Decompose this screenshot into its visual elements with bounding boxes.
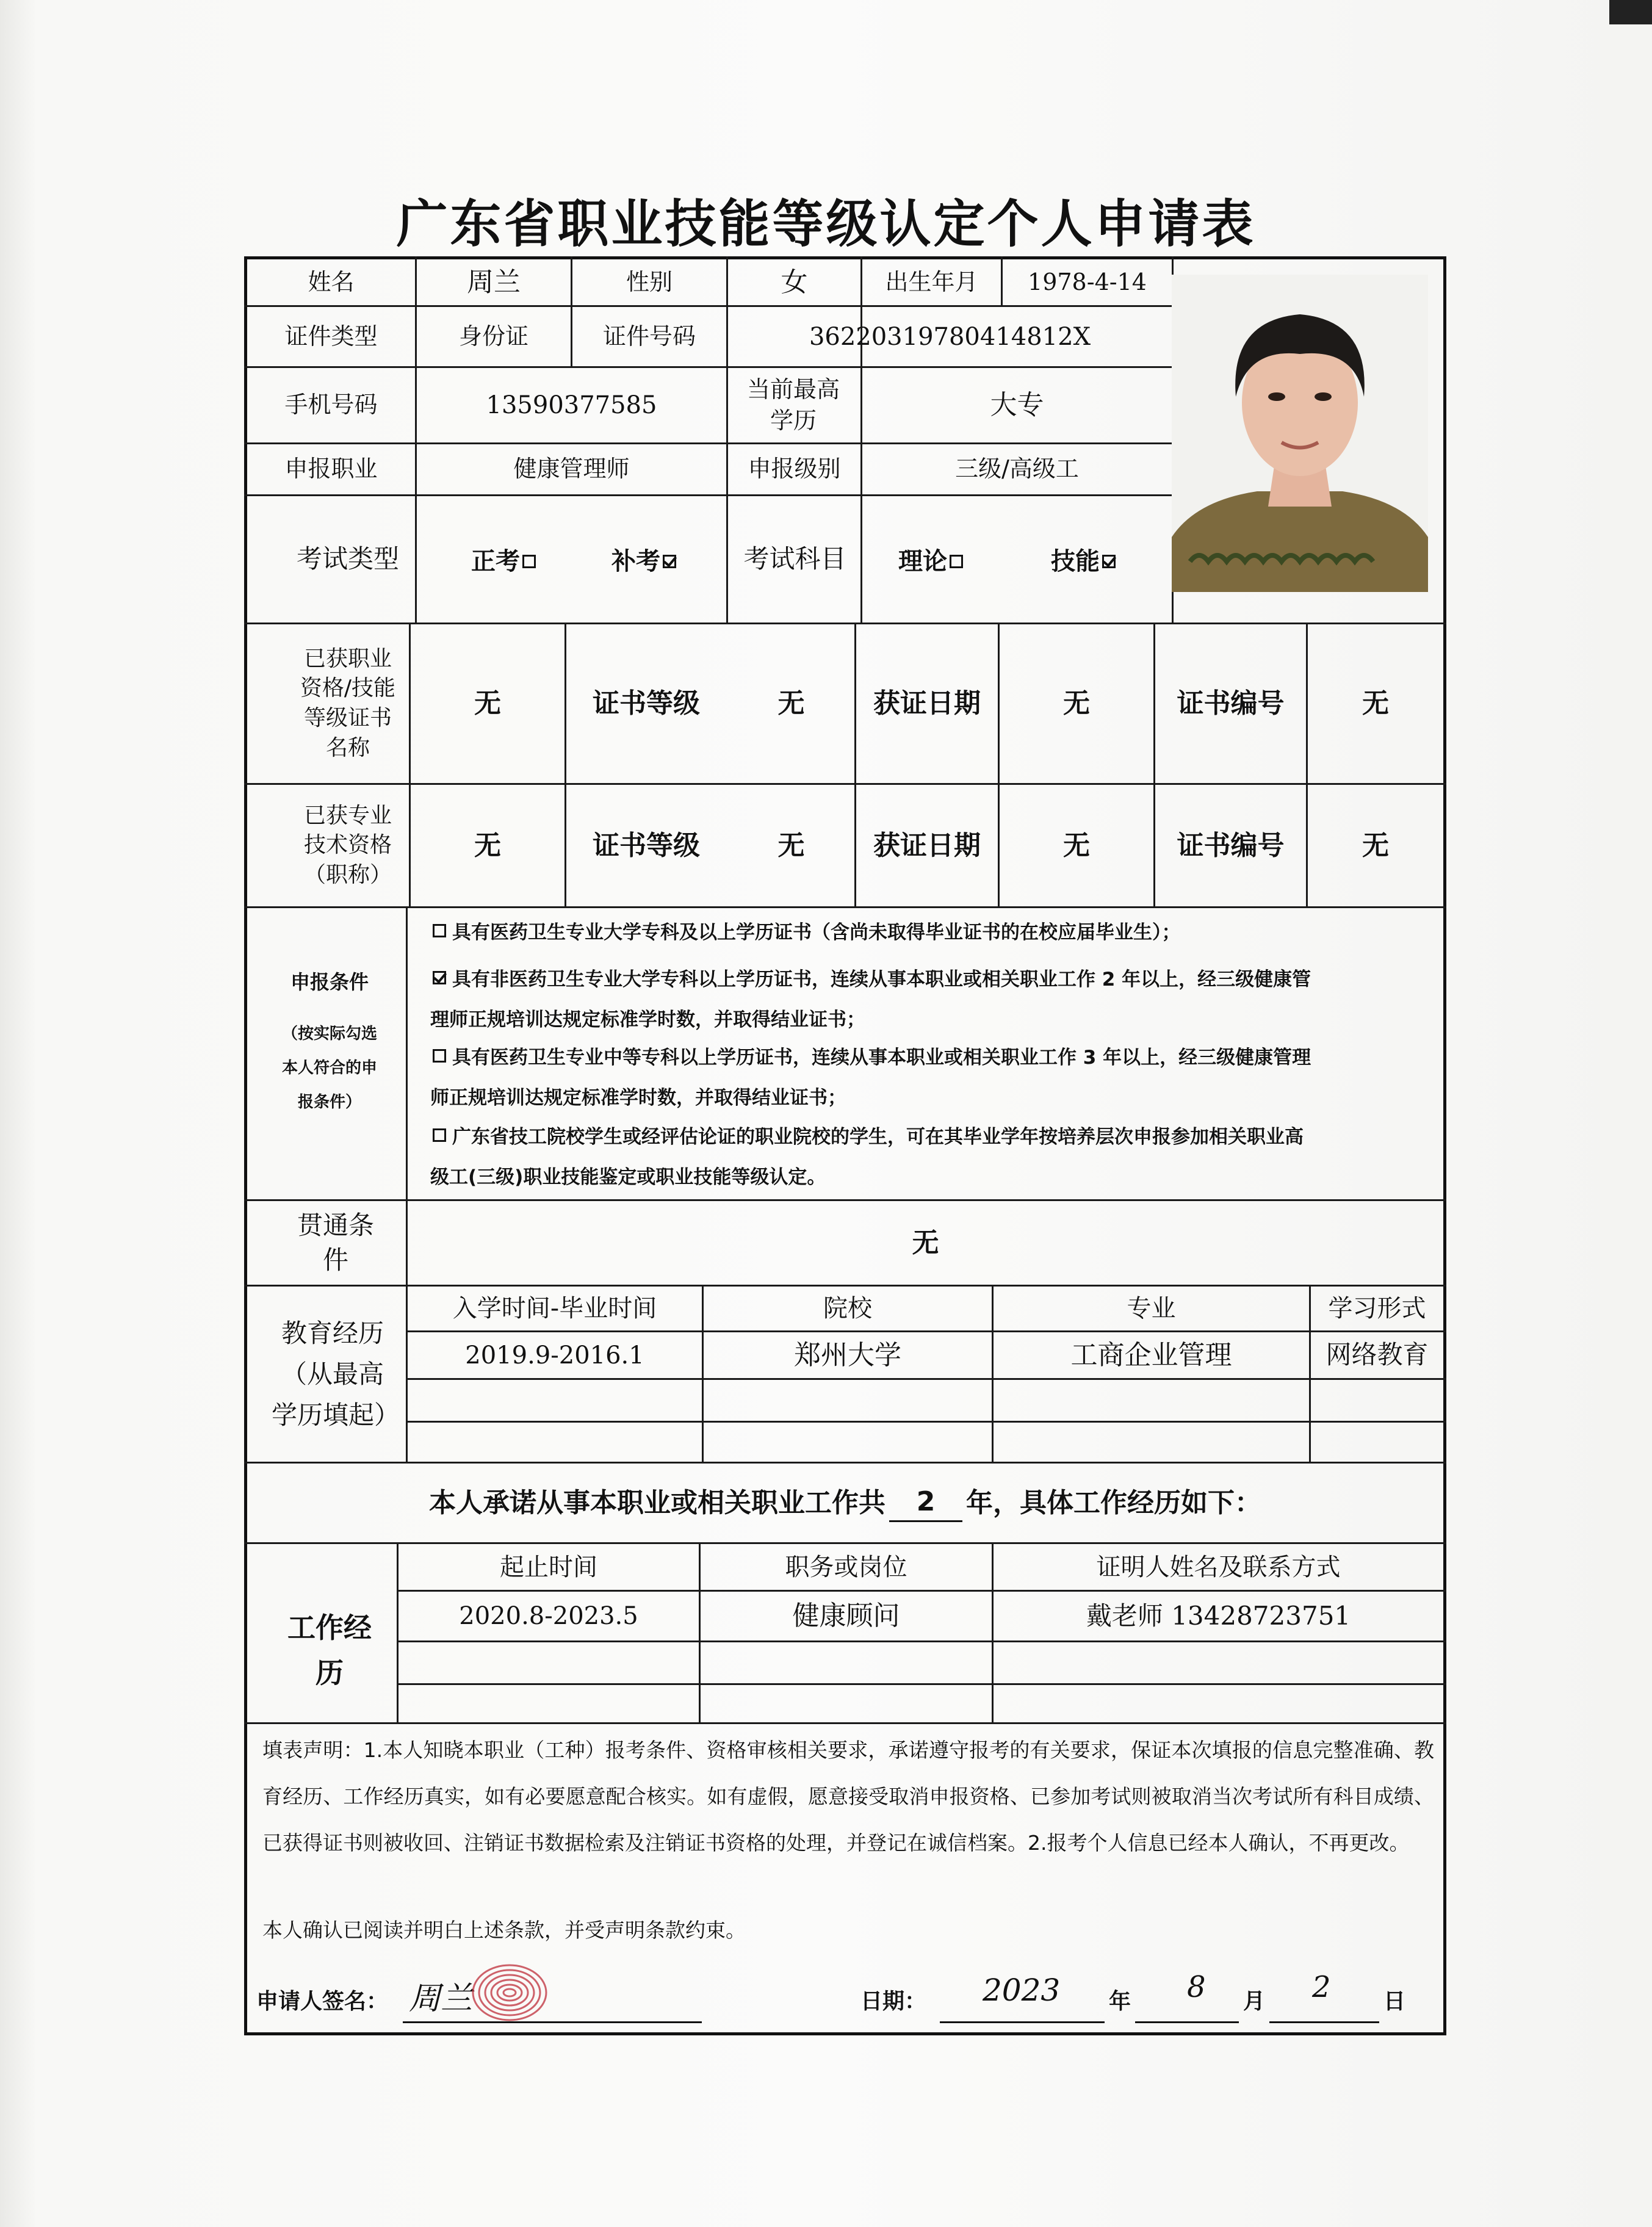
declaration-confirm: 本人确认已阅读并明白上述条款，并受声明条款约束。 — [262, 1918, 746, 1942]
skill-checkbox[interactable] — [1102, 555, 1116, 568]
scan-corner-mark — [1609, 0, 1652, 24]
date-label: 日期： — [860, 1988, 927, 2014]
year-label: 年 — [1108, 1988, 1131, 2014]
exam-theory-option[interactable]: 理论 — [873, 525, 995, 598]
signature-handwriting: 周兰 — [409, 1980, 473, 2017]
exam-regular-option[interactable]: 正考 — [452, 525, 561, 598]
birth-value: 1978-4-14 — [1028, 268, 1147, 295]
date-month: 8 — [1187, 1970, 1206, 2004]
cert-row-1-date: 无 — [1063, 688, 1090, 720]
level-value: 三级/高级工 — [955, 455, 1079, 483]
occupation-value: 健康管理师 — [513, 455, 630, 483]
level-label: 申报级别 — [748, 455, 841, 483]
gender-value: 女 — [781, 266, 808, 298]
work-header-position: 职务或岗位 — [785, 1553, 907, 1581]
work-row-1-period: 2020.8-2023.5 — [459, 1602, 638, 1630]
work-label: 工作经历 — [287, 1611, 372, 1689]
commitment-statement: 本人承诺从事本职业或相关职业工作共 2 年，具体工作经历如下： — [247, 1464, 1443, 1542]
makeup-checkbox[interactable] — [663, 555, 676, 568]
edu-label: 当前最高学历 — [746, 375, 840, 434]
cert-row-1-grade: 无 — [777, 688, 805, 720]
cert-row-1-label: 已获职业资格/技能等级证书名称 — [300, 646, 396, 760]
cert-row-2-date: 无 — [1063, 829, 1090, 861]
edu-header-period: 入学时间-毕业时间 — [452, 1294, 657, 1323]
theory-checkbox[interactable] — [950, 555, 963, 568]
conditions-sublabel: （按实际勾选本人符合的申报条件） — [281, 1025, 377, 1111]
fingerprint-stamp — [464, 1959, 555, 2026]
condition-item-3[interactable]: 具有医药卫生专业中等专科以上学历证书，连续从事本职业或相关职业工作 3 年以上，经三级健康管理 师正规培训达规定标准学时数，并取得结业证书； — [430, 1047, 1311, 1109]
edu-header-mode: 学习形式 — [1328, 1294, 1426, 1323]
applicant-photo — [1172, 275, 1428, 592]
edu-header-major: 专业 — [1127, 1294, 1176, 1323]
birth-label: 出生年月 — [885, 268, 978, 295]
exam-makeup-option[interactable]: 补考 — [586, 525, 708, 598]
name-label: 姓名 — [308, 268, 355, 295]
condition-item-1[interactable]: 具有医药卫生专业大学专科及以上学历证书（含尚未取得毕业证书的在校应届毕业生）； — [430, 912, 1431, 953]
condition-item-4[interactable]: 广东省技工院校学生或经评估论证的职业院校的学生，可在其毕业学年按培养层次申报参加相关职业高 级工(三级)职业技能鉴定或职业技能等级认定。 — [430, 1126, 1304, 1188]
cert-row-2-grade: 无 — [777, 829, 805, 861]
signature-label: 申请人签名： — [256, 1988, 389, 2014]
condition-item-2[interactable]: 具有非医药卫生专业大学专科以上学历证书，连续从事本职业或相关职业工作 2 年以上，经三级健康管 理师正规培训达规定标准学时数，并取得结业证书； — [430, 969, 1311, 1031]
edu-header-school: 院校 — [823, 1294, 872, 1323]
cert-row-2-no: 无 — [1362, 829, 1389, 861]
cert-row-1-name: 无 — [474, 688, 501, 720]
commitment-years: 2 — [889, 1484, 962, 1521]
occupation-label: 申报职业 — [284, 455, 378, 483]
work-row-1-referee: 戴老师 13428723751 — [1086, 1600, 1351, 1631]
cert-row-1-grade-label: 证书等级 — [593, 688, 700, 720]
exam-subject-label: 考试科目 — [743, 544, 846, 574]
cert-row-2-label: 已获专业技术资格（职称） — [303, 803, 392, 887]
edu-row-1-period: 2019.9-2016.1 — [465, 1341, 644, 1370]
date-day: 2 — [1312, 1970, 1331, 2004]
idtype-label: 证件类型 — [284, 322, 378, 350]
condition-1-checkbox[interactable] — [433, 924, 446, 937]
conditions-label: 申报条件 — [290, 970, 369, 994]
work-header-referee: 证明人姓名及联系方式 — [1096, 1553, 1341, 1581]
cert-row-2-name: 无 — [474, 829, 501, 861]
condition-4-checkbox[interactable] — [433, 1128, 446, 1142]
declaration-text: 填表声明：1.本人知晓本职业（工种）报考条件、资格审核相关要求，承诺遵守报考的有关要求，保证本次填报的信息完整准确、教育经历、工作经历真实，如有必要愿意配合核实。如有虚假，愿意接受取消申报资格、已参加考试则被取消当次考试所有科目成绩、已获得证书则被收回、注销证书数据检索及注销证书资格的处理，并登记在诚信档案。2.报考个人信息已经本人确认，不再更改。 — [262, 1738, 1434, 1855]
phone-label: 手机号码 — [284, 391, 378, 419]
edu-row-1-mode: 网络教育 — [1326, 1340, 1429, 1370]
gender-label: 性别 — [626, 268, 673, 295]
work-row-1-position: 健康顾问 — [792, 1600, 900, 1632]
name-value: 周兰 — [467, 266, 521, 298]
work-header-period: 起止时间 — [500, 1553, 597, 1581]
cert-row-2-date-label: 获证日期 — [873, 829, 981, 861]
regular-checkbox[interactable] — [522, 555, 536, 568]
form-title: 广东省职业技能等级认定个人申请表 — [396, 194, 1256, 254]
through-label: 贯通条件 — [297, 1210, 374, 1275]
idno-label: 证件号码 — [602, 322, 696, 350]
month-label: 月 — [1243, 1988, 1265, 2014]
day-label: 日 — [1383, 1988, 1405, 2014]
cert-row-1-date-label: 获证日期 — [873, 688, 981, 720]
exam-skill-option[interactable]: 技能 — [1025, 525, 1147, 598]
condition-2-checkbox[interactable] — [433, 971, 446, 984]
date-year: 2023 — [983, 1973, 1061, 2008]
edu-row-1-school: 郑州大学 — [794, 1339, 901, 1371]
exam-type-label: 考试类型 — [296, 544, 399, 574]
condition-3-checkbox[interactable] — [433, 1049, 446, 1063]
idno-value: 36220319780414812X — [809, 322, 1091, 351]
phone-value: 13590377585 — [486, 391, 657, 419]
cert-row-2-grade-label: 证书等级 — [593, 829, 700, 861]
cert-row-1-no: 无 — [1362, 688, 1389, 720]
idtype-value: 身份证 — [458, 322, 528, 350]
cert-row-2-no-label: 证书编号 — [1177, 829, 1285, 861]
education-label: 教育经历（从最高学历填起） — [272, 1318, 400, 1431]
edu-value: 大专 — [990, 389, 1044, 421]
cert-row-1-no-label: 证书编号 — [1177, 688, 1285, 720]
edu-row-1-major: 工商企业管理 — [1070, 1339, 1232, 1371]
through-value: 无 — [912, 1227, 939, 1258]
